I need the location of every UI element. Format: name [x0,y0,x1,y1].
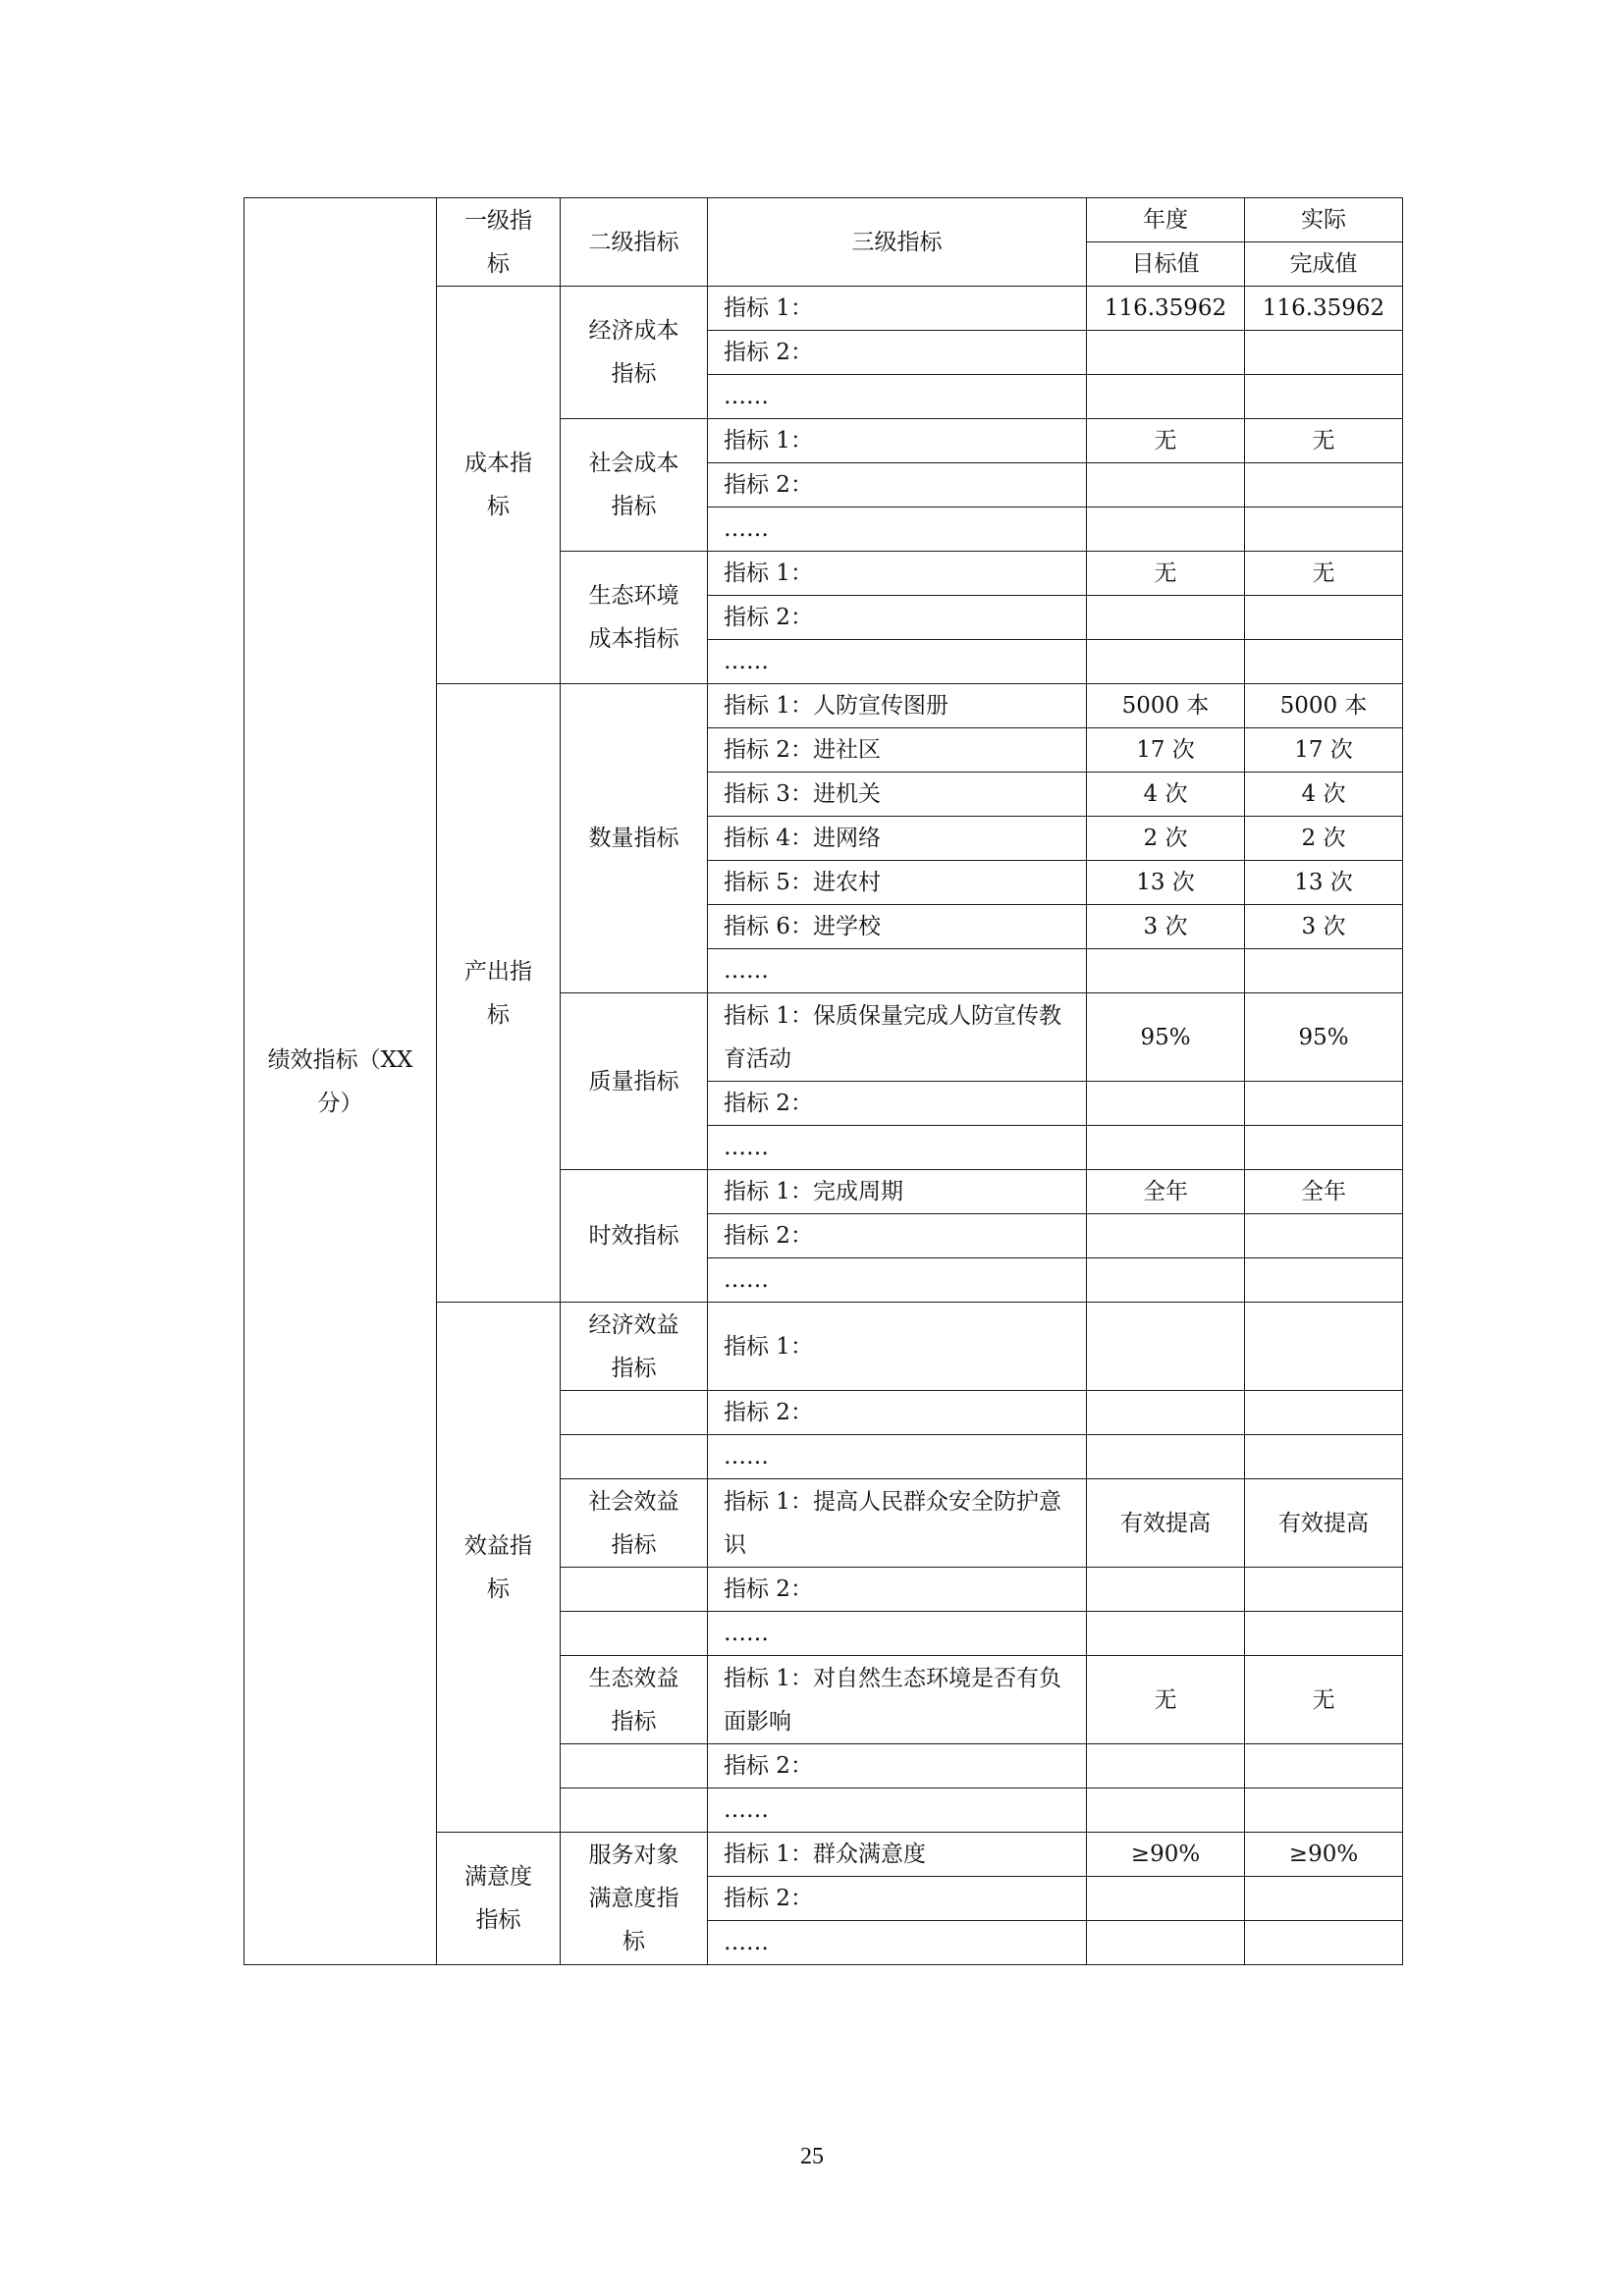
actual-value [1245,1391,1403,1435]
actual-value [1245,1303,1403,1391]
level2-empty-cell [561,1744,708,1789]
actual-value [1245,1568,1403,1612]
level3-indicator: 指标 5：进农村 [708,861,1087,905]
level2-empty-cell [561,1391,708,1435]
actual-value [1245,1612,1403,1656]
header-level1: 一级指标 [437,198,561,287]
level3-indicator: 指标 1： [708,552,1087,596]
level3-indicator: 指标 1：对自然生态环境是否有负面影响 [708,1656,1087,1744]
header-target-bottom: 目标值 [1087,242,1245,287]
level2-social-cost: 社会成本指标 [561,419,708,552]
actual-value [1245,1214,1403,1258]
level2-service-satisfaction: 服务对象满意度指标 [561,1833,708,1965]
level3-indicator: …… [708,1435,1087,1479]
actual-value [1245,1126,1403,1170]
level1-cost: 成本指标 [437,287,561,684]
level3-indicator: …… [708,375,1087,419]
level3-indicator: …… [708,640,1087,684]
header-target-top: 年度 [1087,198,1245,242]
target-value [1087,596,1245,640]
level3-indicator: 指标 2： [708,1877,1087,1921]
target-value [1087,375,1245,419]
target-value: 3 次 [1087,905,1245,949]
level2-empty-cell [561,1435,708,1479]
level3-indicator: 指标 1： [708,287,1087,331]
actual-value: 4 次 [1245,773,1403,817]
level3-indicator: 指标 3：进机关 [708,773,1087,817]
level3-indicator: 指标 1： [708,419,1087,463]
level3-indicator: …… [708,507,1087,552]
level3-indicator: 指标 2： [708,463,1087,507]
actual-value: 3 次 [1245,905,1403,949]
actual-value [1245,596,1403,640]
target-value [1087,1568,1245,1612]
level3-indicator: 指标 6：进学校 [708,905,1087,949]
target-value [1087,1126,1245,1170]
level2-timeliness: 时效指标 [561,1170,708,1303]
level3-indicator: 指标 1：完成周期 [708,1170,1087,1214]
level3-indicator: 指标 2： [708,1744,1087,1789]
actual-value [1245,507,1403,552]
level3-indicator: …… [708,1921,1087,1965]
header-row [244,198,1403,242]
actual-value [1245,1435,1403,1479]
actual-value [1245,331,1403,375]
header-actual-top: 实际 [1245,198,1403,242]
target-value [1087,1435,1245,1479]
level3-indicator: …… [708,1612,1087,1656]
level3-indicator: 指标 1：群众满意度 [708,1833,1087,1877]
target-value: 有效提高 [1087,1479,1245,1568]
level3-indicator: 指标 2： [708,1391,1087,1435]
level3-indicator: …… [708,1258,1087,1303]
actual-value: 95% [1245,993,1403,1082]
level3-indicator: …… [708,1126,1087,1170]
page-number: 25 [800,2144,824,2169]
target-value [1087,507,1245,552]
level2-quantity: 数量指标 [561,684,708,993]
target-value [1087,949,1245,993]
target-value: 全年 [1087,1170,1245,1214]
performance-indicator-table [244,197,1403,1965]
actual-value [1245,1082,1403,1126]
target-value [1087,1214,1245,1258]
level3-indicator: 指标 1：人防宣传图册 [708,684,1087,728]
level3-indicator: 指标 1：保质保量完成人防宣传教育活动 [708,993,1087,1082]
target-value [1087,331,1245,375]
level3-indicator: 指标 2： [708,1568,1087,1612]
actual-value [1245,1258,1403,1303]
actual-value: 13 次 [1245,861,1403,905]
level2-economic-benefit: 经济效益指标 [561,1303,708,1391]
actual-value [1245,1877,1403,1921]
target-value [1087,1612,1245,1656]
actual-value: 2 次 [1245,817,1403,861]
actual-value: 无 [1245,552,1403,596]
level3-indicator: 指标 2： [708,1082,1087,1126]
target-value: 4 次 [1087,773,1245,817]
actual-value: 无 [1245,419,1403,463]
target-value: ≥90% [1087,1833,1245,1877]
level2-empty-cell [561,1789,708,1833]
target-value: 无 [1087,552,1245,596]
target-value [1087,640,1245,684]
level3-indicator: 指标 2： [708,596,1087,640]
target-value [1087,1258,1245,1303]
performance-indicator-label: 绩效指标（XX分） [244,198,437,1965]
level2-economic-cost: 经济成本指标 [561,287,708,419]
level2-social-benefit: 社会效益指标 [561,1479,708,1568]
level1-satisfaction: 满意度指标 [437,1833,561,1965]
target-value: 13 次 [1087,861,1245,905]
actual-value: ≥90% [1245,1833,1403,1877]
level2-empty-cell [561,1568,708,1612]
actual-value: 17 次 [1245,728,1403,773]
header-level2: 二级指标 [561,198,708,287]
level3-indicator: 指标 1：提高人民群众安全防护意识 [708,1479,1087,1568]
level2-eco-benefit: 生态效益指标 [561,1656,708,1744]
actual-value: 全年 [1245,1170,1403,1214]
level3-indicator: 指标 2： [708,331,1087,375]
target-value: 无 [1087,1656,1245,1744]
target-value: 2 次 [1087,817,1245,861]
level2-quality: 质量指标 [561,993,708,1170]
header-actual-bottom: 完成值 [1245,242,1403,287]
actual-value [1245,375,1403,419]
actual-value [1245,463,1403,507]
actual-value: 有效提高 [1245,1479,1403,1568]
actual-value [1245,640,1403,684]
target-value [1087,1744,1245,1789]
actual-value [1245,1921,1403,1965]
target-value: 无 [1087,419,1245,463]
level2-empty-cell [561,1612,708,1656]
level3-indicator: 指标 4：进网络 [708,817,1087,861]
level3-indicator: 指标 1： [708,1303,1087,1391]
target-value: 116.35962 [1087,287,1245,331]
level3-indicator: …… [708,949,1087,993]
level2-eco-cost: 生态环境成本指标 [561,552,708,684]
level1-output: 产出指标 [437,684,561,1303]
level3-indicator: 指标 2： [708,1214,1087,1258]
actual-value [1245,1789,1403,1833]
level3-indicator: 指标 2：进社区 [708,728,1087,773]
target-value [1087,1877,1245,1921]
actual-value: 5000 本 [1245,684,1403,728]
target-value [1087,1391,1245,1435]
target-value: 17 次 [1087,728,1245,773]
target-value: 5000 本 [1087,684,1245,728]
actual-value [1245,949,1403,993]
actual-value: 116.35962 [1245,287,1403,331]
target-value [1087,1789,1245,1833]
target-value [1087,463,1245,507]
target-value [1087,1303,1245,1391]
actual-value: 无 [1245,1656,1403,1744]
target-value: 95% [1087,993,1245,1082]
header-level3: 三级指标 [708,198,1087,287]
target-value [1087,1921,1245,1965]
level1-benefit: 效益指标 [437,1303,561,1833]
actual-value [1245,1744,1403,1789]
target-value [1087,1082,1245,1126]
level3-indicator: …… [708,1789,1087,1833]
